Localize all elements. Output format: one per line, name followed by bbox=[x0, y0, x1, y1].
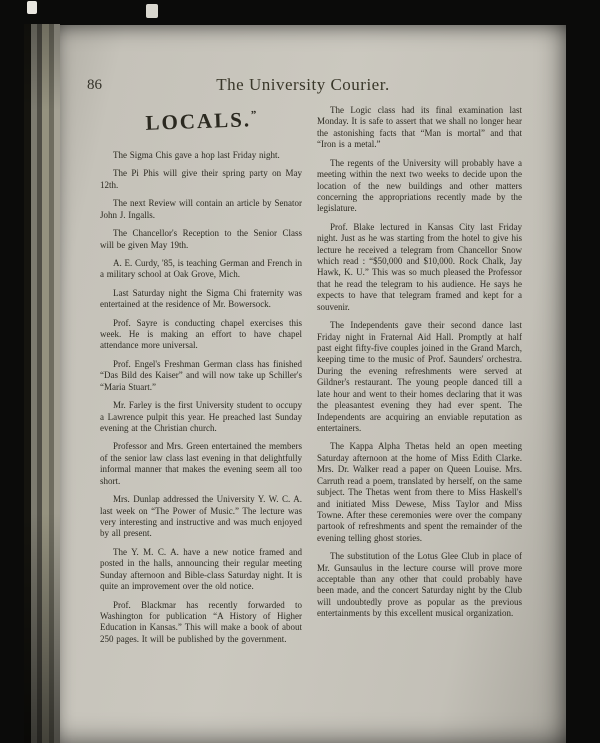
book-page-edges bbox=[24, 24, 60, 743]
scan-artifact bbox=[27, 1, 37, 14]
paragraph: Prof. Sayre is conducting chapel exercises this week. He is making an effort to have chapel attendance more universal. bbox=[100, 317, 302, 351]
paragraph: The Independents gave their second dance last Friday night in Fraternal Aid Hall. Promptly at half past eight fifty-five couples joined in the Grand March, keeping time to the music of Prof. Saunders' orchestra. During the evening refreshments were served at Gildner's restaurant. The young people danced till a late hour and went to their homes declaring that it was the pleasantest evening they had ever spent. The Independents are acquiring an enviable reputation as entertainers. bbox=[317, 320, 522, 433]
masthead-title: The University Courier. bbox=[216, 75, 390, 94]
paragraph: Prof. Blake lectured in Kansas City last Friday night. Just as he was starting from the hotel to give his lecture he received a telegram from Chancellor Snow which read : “$50,000 and $10,000. Rock Chalk, Jay Hawk, K. U.” This was so much pleased the Professor that he read the telegram to his audience. He says he expects to have that telegram framed and kept for a souvenir. bbox=[317, 221, 522, 312]
paragraph: The Sigma Chis gave a hop last Friday night. bbox=[113, 150, 280, 160]
paragraph: The Kappa Alpha Thetas held an open meeting Saturday afternoon at the home of Miss Edith Clarke. Mrs. Dr. Walker read a paper on Queen Louise. Mrs. Carruth read a poem, translated by herself, on the same subject. The Thetas went from there to Miss Haskell's and initiated Miss Dewese, Miss Taylor and Miss Towne. After these ceremonies were over the company partook of refreshments and spent the remainder of the evening telling ghost stories. bbox=[317, 441, 522, 543]
page-edge-strip bbox=[24, 24, 31, 743]
stray-quote-mark: ” bbox=[250, 109, 257, 122]
paragraph: Last Saturday night the Sigma Chi fraternity was entertained at the residence of Mr. Bowersock. bbox=[100, 287, 302, 310]
paragraph: The regents of the University will probably have a meeting within the next two weeks to decide upon the location of the new buildings and other matters concerning the appropriations recently made by the legislature. bbox=[317, 157, 522, 214]
paragraph: Mr. Farley is the first University student to occupy a Lawrence pulpit this year. He preached last Sunday evening at the Christian church. bbox=[100, 400, 302, 434]
section-title bbox=[100, 105, 302, 137]
section-title-text: LOCALS. bbox=[145, 107, 252, 135]
paragraph: Prof. Blackmar has recently forwarded to Washington for publication “A History of Higher Education in Kansas.” This will make a book of about 250 pages. It will be published by the government. bbox=[100, 599, 302, 644]
right-column bbox=[317, 105, 522, 733]
paragraph: Prof. Engel's Freshman German class has finished “Das Bild des Kaiser” and will now take up Schiller's “Maria Stuart.” bbox=[100, 358, 302, 392]
paragraph: The Y. M. C. A. have a new notice framed and posted in the halls, announcing their regular meeting Sunday afternoon and Bible-class Saturday night. It is quite an improvement over the old notice. bbox=[100, 546, 302, 592]
paragraph: Professor and Mrs. Green entertained the members of the senior law class last evening in that delightfully informal manner that makes the evening seem all too short. bbox=[100, 441, 302, 486]
two-column-body bbox=[100, 105, 522, 733]
paragraph: The Logic class had its final examination last Monday. It is safe to assert that we shall no longer hear the astonishing facts that “Man is mortal” and that “Iron is a metal.” bbox=[317, 105, 522, 150]
paragraph: The substitution of the Lotus Glee Club in place of Mr. Gunsaulus in the lecture course will prove more acceptable than any other that could probably have been made, and the concert Saturday night by the Club will undoubtedly prove as popular as the previous entertainments by this excellent musical organization. bbox=[317, 551, 522, 619]
paragraph: The next Review will contain an article by Senator John J. Ingalls. bbox=[100, 198, 302, 220]
page-number: 86 bbox=[87, 77, 102, 93]
paragraph: The Pi Phis will give their spring party on May 12th. bbox=[100, 168, 302, 190]
paragraph: The Chancellor's Reception to the Senior Class will be given May 19th. bbox=[100, 228, 302, 250]
left-column bbox=[100, 105, 302, 733]
paragraph: Mrs. Dunlap addressed the University Y. W. C. A. last week on “The Power of Music.” The lecture was very interesting and instructive and was much enjoyed by all present. bbox=[100, 494, 302, 539]
scan-artifact bbox=[146, 4, 158, 18]
paragraph: A. E. Curdy, '85, is teaching German and French in a military school at Oak Grove, Mich. bbox=[100, 257, 302, 280]
page-edge-strip bbox=[42, 24, 49, 743]
paper-page bbox=[60, 25, 566, 743]
